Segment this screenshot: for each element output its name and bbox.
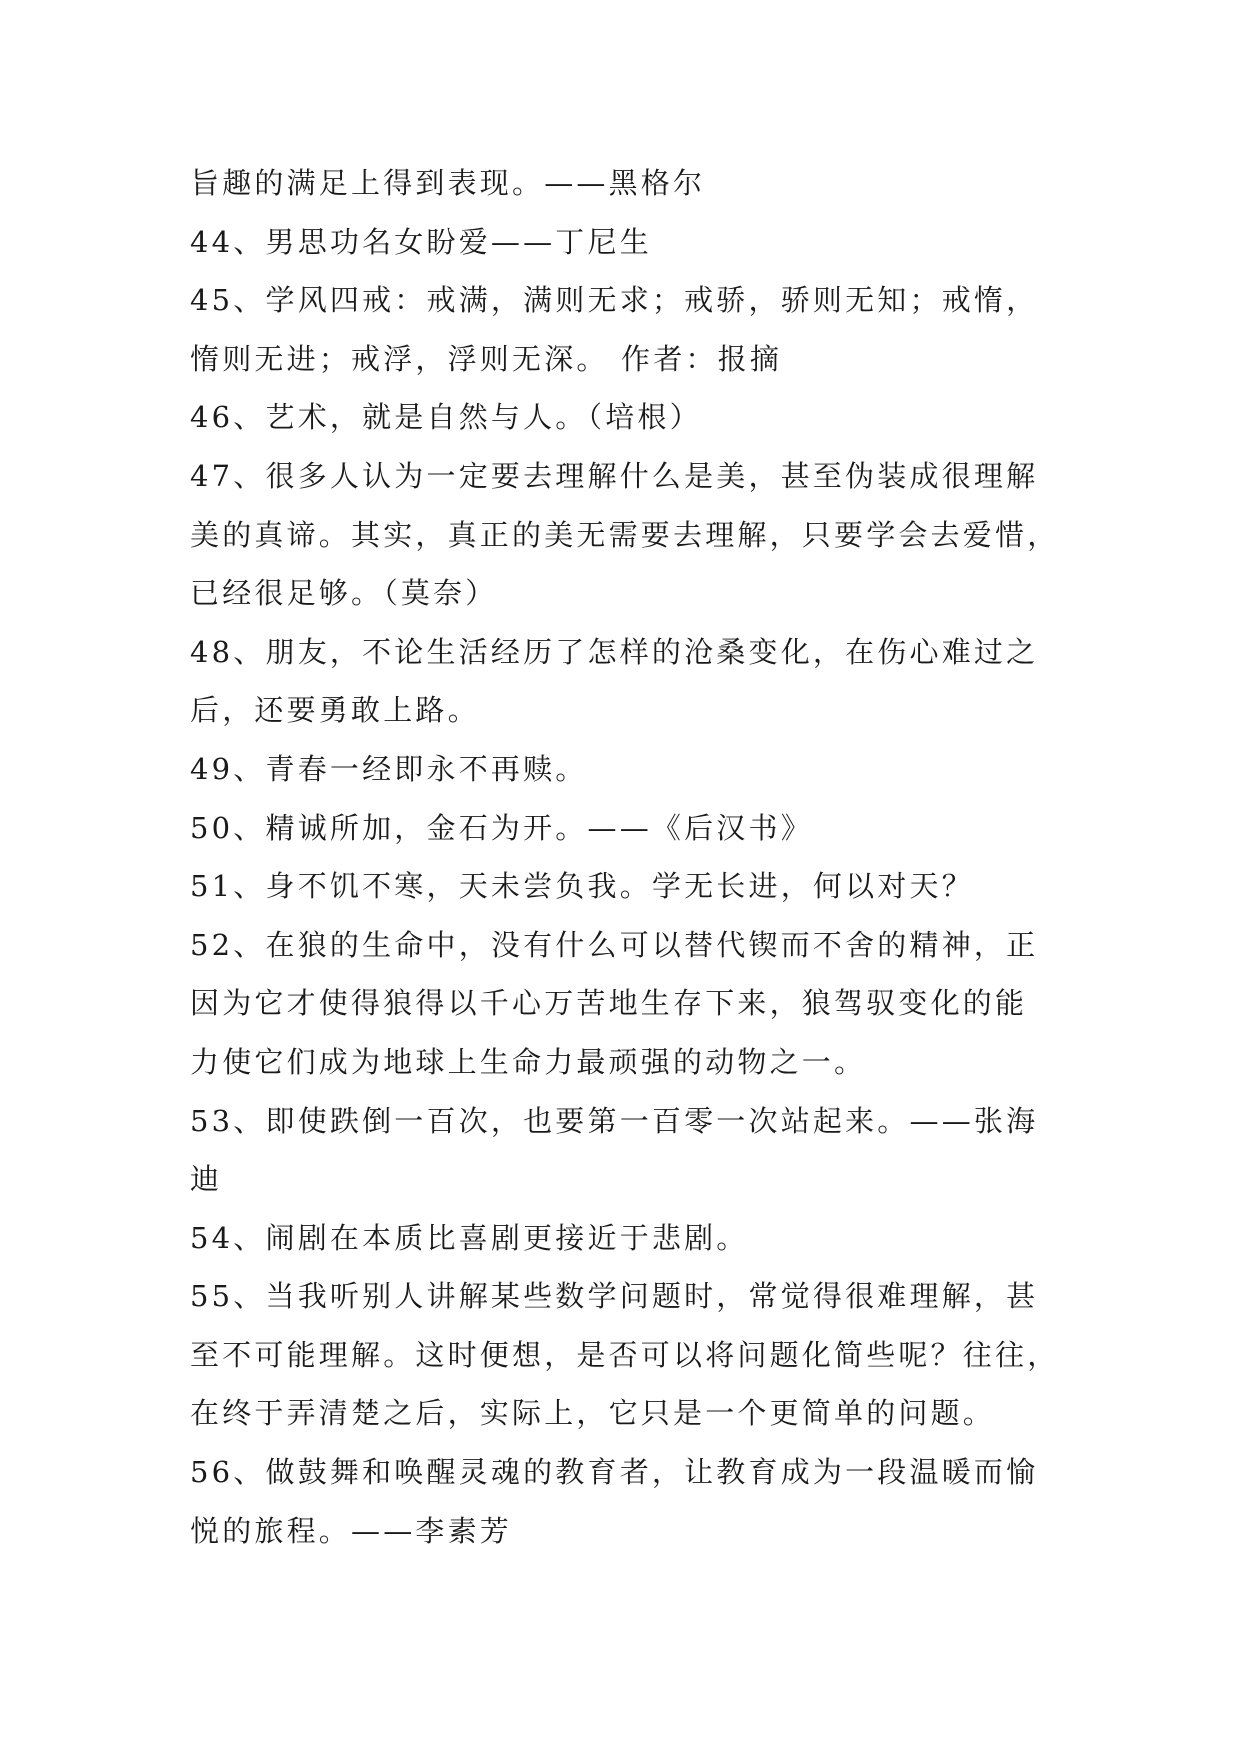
text-line: 力使它们成为地球上生命力最顽强的动物之一。 <box>190 1044 867 1079</box>
text-line: 53、即使跌倒一百次，也要第一百零一次站起来。——张海 <box>190 1103 1039 1138</box>
document-body <box>190 154 1070 1560</box>
text-line: 后，还要勇敢上路。 <box>190 693 480 728</box>
text-line: 55、当我听别人讲解某些数学问题时，常觉得很难理解，甚 <box>190 1279 1039 1314</box>
text-line: 旨趣的满足上得到表现。——黑格尔 <box>190 166 706 200</box>
text-line: 54、闹剧在本质比喜剧更接近于悲剧。 <box>190 1220 749 1255</box>
text-line: 美的真谛。其实，真正的美无需要去理解，只要学会去爱惜， <box>190 517 1060 552</box>
text-line: 悦的旅程。——李素芳 <box>190 1513 513 1548</box>
text-line: 因为它才使得狼得以千心万苦地生存下来，狼驾驭变化的能 <box>190 986 1028 1021</box>
text-line: 52、在狼的生命中，没有什么可以替代锲而不舍的精神，正 <box>190 927 1039 962</box>
text-line: 51、身不饥不寒，天未尝负我。学无长进，何以对天？ <box>190 869 974 904</box>
text-line: 惰则无进；戒浮，浮则无深。 作者：报摘 <box>190 341 783 376</box>
text-line: 45、学风四戒：戒满，满则无求；戒骄，骄则无知；戒惰， <box>190 283 1039 318</box>
text-line: 48、朋友，不论生活经历了怎样的沧桑变化，在伤心难过之 <box>190 634 1039 669</box>
text-line: 46、艺术，就是自然与人。（培根） <box>190 400 702 435</box>
text-line: 在终于弄清楚之后，实际上，它只是一个更简单的问题。 <box>190 1396 996 1431</box>
text-line: 已经很足够。（莫奈） <box>190 576 498 611</box>
text-line: 44、男思功名女盼爱——丁尼生 <box>190 224 652 259</box>
text-line: 迪 <box>190 1162 223 1197</box>
text-line: 56、做鼓舞和唤醒灵魂的教育者，让教育成为一段温暖而愉 <box>190 1455 1039 1490</box>
text-line: 49、青春一经即永不再赎。 <box>190 751 588 786</box>
text-line: 47、很多人认为一定要去理解什么是美，甚至伪装成很理解 <box>190 458 1039 493</box>
text-line: 至不可能理解。这时便想，是否可以将问题化简些呢？往往， <box>190 1337 1060 1372</box>
text-line: 50、精诚所加，金石为开。——《后汉书》 <box>190 810 813 845</box>
